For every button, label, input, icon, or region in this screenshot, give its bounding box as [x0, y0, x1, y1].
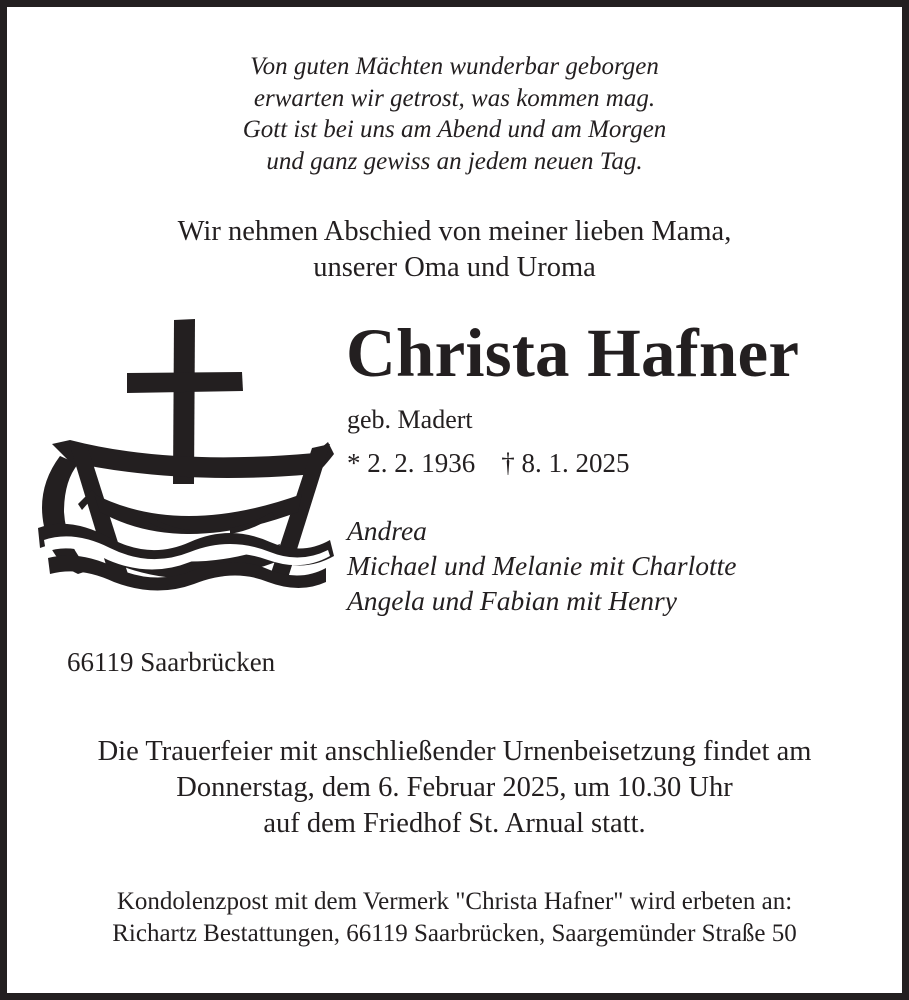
poem-line: und ganz gewiss an jedem neuen Tag. — [266, 147, 643, 175]
family-member: Angela und Fabian mit Henry — [347, 585, 677, 616]
poem-verse — [0, 51, 909, 177]
death-date: 8. 1. 2025 — [521, 448, 630, 478]
contact-line: Richartz Bestattungen, 66119 Saarbrücken, Saargemünder Straße 50 — [112, 920, 797, 947]
deceased-name: Christa Hafner — [346, 315, 800, 391]
ceremony-line: Die Trauerfeier mit anschließender Urnenbeisetzung findet am — [97, 736, 812, 767]
intro-line: unserer Oma und Uroma — [313, 252, 596, 283]
family-list — [347, 513, 737, 618]
ceremony-info — [0, 734, 909, 842]
life-dates — [347, 447, 630, 479]
intro-line: Wir nehmen Abschied von meiner lieben Mama, — [177, 216, 732, 247]
family-member: Michael und Melanie mit Charlotte — [347, 550, 737, 581]
birth-name: geb. Madert — [347, 405, 473, 434]
ceremony-line: auf dem Friedhof St. Arnual statt. — [263, 808, 646, 839]
condolence-contact — [0, 886, 909, 950]
death-cross-symbol: † — [501, 448, 515, 478]
cross-boat-waves-icon — [30, 316, 340, 592]
farewell-intro — [0, 214, 909, 286]
family-member: Andrea — [347, 515, 427, 546]
family-location: 66119 Saarbrücken — [67, 647, 276, 677]
contact-line: Kondolenzpost mit dem Vermerk "Christa Hafner" wird erbeten an: — [116, 888, 793, 915]
birth-symbol: * — [347, 448, 361, 478]
ceremony-line: Donnerstag, dem 6. Februar 2025, um 10.30 Uhr — [176, 772, 733, 803]
poem-line: erwarten wir getrost, was kommen mag. — [253, 84, 656, 112]
birth-date: 2. 2. 1936 — [367, 448, 476, 478]
poem-line: Gott ist bei uns am Abend und am Morgen — [242, 116, 667, 143]
poem-line: Von guten Mächten wunderbar geborgen — [250, 53, 659, 80]
